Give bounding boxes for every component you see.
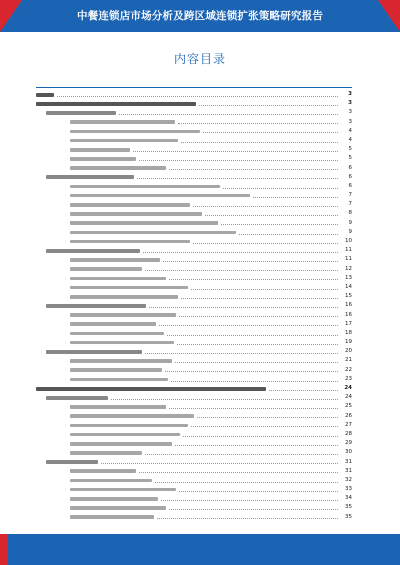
toc-entry-title-placeholder xyxy=(70,212,202,216)
toc-dot-leader xyxy=(157,518,338,519)
toc-dot-leader xyxy=(179,491,338,492)
toc-page-number: 34 xyxy=(345,495,352,502)
toc-entry[interactable] xyxy=(36,430,352,439)
toc-dot-leader xyxy=(181,142,338,143)
toc-page-number: 17 xyxy=(345,320,352,327)
toc-entry-title-placeholder xyxy=(70,378,168,382)
toc-dot-leader xyxy=(161,500,338,501)
toc-entry-title-placeholder xyxy=(70,451,142,455)
toc-entry[interactable] xyxy=(36,90,352,99)
toc-page-number: 30 xyxy=(345,449,352,456)
toc-page-number: 21 xyxy=(345,357,352,364)
toc-page-number: 7 xyxy=(348,192,352,199)
toc-entry[interactable] xyxy=(36,265,352,274)
toc-dot-leader xyxy=(197,417,338,418)
toc-entry[interactable] xyxy=(36,301,352,310)
toc-entry[interactable] xyxy=(36,311,352,320)
toc-dot-leader xyxy=(169,279,338,280)
toc-entry-title-placeholder xyxy=(70,277,166,281)
toc-entry[interactable] xyxy=(36,127,352,136)
toc-entry-title-placeholder xyxy=(46,396,108,400)
toc-entry-title-placeholder xyxy=(70,341,174,345)
toc-entry[interactable] xyxy=(36,145,352,154)
toc-entry[interactable] xyxy=(36,108,352,117)
toc-dot-leader xyxy=(181,298,338,299)
toc-dot-leader xyxy=(205,215,338,216)
toc-dot-leader xyxy=(171,381,338,382)
toc-page-number: 32 xyxy=(345,476,352,483)
toc-page-number: 5 xyxy=(348,155,352,162)
toc-entry-title-placeholder xyxy=(70,479,152,483)
toc-dot-leader xyxy=(145,353,338,354)
toc-entry[interactable] xyxy=(36,200,352,209)
toc-dot-leader xyxy=(119,114,338,115)
toc-entry[interactable] xyxy=(36,356,352,365)
toc-dot-leader xyxy=(253,197,338,198)
toc-entry[interactable] xyxy=(36,237,352,246)
toc-entry[interactable] xyxy=(36,118,352,127)
toc-entry-title-placeholder xyxy=(70,515,154,519)
toc-page-number: 7 xyxy=(348,201,352,208)
toc-dot-leader xyxy=(193,206,338,207)
toc-entry-title-placeholder xyxy=(70,258,160,262)
toc-entry-title-placeholder xyxy=(70,469,136,473)
toc-list xyxy=(36,90,352,522)
toc-entry-title-placeholder xyxy=(70,130,200,134)
toc-entry[interactable] xyxy=(36,467,352,476)
toc-entry-title-placeholder xyxy=(70,322,156,326)
toc-page-number: 5 xyxy=(348,146,352,153)
toc-entry[interactable] xyxy=(36,347,352,356)
toc-entry[interactable] xyxy=(36,366,352,375)
toc-dot-leader xyxy=(149,307,338,308)
toc-dot-leader xyxy=(163,261,338,262)
toc-page-number: 35 xyxy=(345,513,352,520)
toc-entry-title-placeholder xyxy=(36,102,196,106)
toc-entry[interactable] xyxy=(36,485,352,494)
toc-dot-leader xyxy=(193,243,338,244)
toc-page-number: 28 xyxy=(345,430,352,437)
toc-divider xyxy=(36,87,352,88)
toc-page-number: 6 xyxy=(348,182,352,189)
toc-entry-title-placeholder xyxy=(46,175,134,179)
toc-entry-title-placeholder xyxy=(70,405,166,409)
toc-entry-title-placeholder xyxy=(70,231,236,235)
toc-dot-leader xyxy=(145,270,338,271)
toc-dot-leader xyxy=(169,408,338,409)
toc-dot-leader xyxy=(223,188,338,189)
toc-dot-leader xyxy=(191,289,338,290)
toc-entry-title-placeholder xyxy=(70,120,175,124)
toc-entry-title-placeholder xyxy=(46,111,116,115)
toc-dot-leader xyxy=(145,454,338,455)
toc-entry-title-placeholder xyxy=(70,139,178,143)
toc-dot-leader xyxy=(139,472,338,473)
toc-dot-leader xyxy=(139,160,338,161)
toc-entry-title-placeholder xyxy=(70,185,220,189)
toc-page-number: 19 xyxy=(345,339,352,346)
toc-page-number: 25 xyxy=(345,403,352,410)
toc-dot-leader xyxy=(183,436,338,437)
toc-page-number: 12 xyxy=(345,265,352,272)
toc-entry[interactable] xyxy=(36,219,352,228)
toc-page-number: 16 xyxy=(345,311,352,318)
toc-entry-title-placeholder xyxy=(70,433,180,437)
toc-dot-leader xyxy=(155,482,338,483)
toc-entry[interactable] xyxy=(36,393,352,402)
toc-dot-leader xyxy=(179,316,338,317)
toc-dot-leader xyxy=(143,252,338,253)
toc-entry[interactable] xyxy=(36,99,352,108)
toc-entry[interactable] xyxy=(36,494,352,503)
toc-dot-leader xyxy=(169,169,338,170)
toc-entry-title-placeholder xyxy=(70,506,166,510)
toc-dot-leader xyxy=(177,344,338,345)
toc-dot-leader xyxy=(159,325,338,326)
toc-page-number: 15 xyxy=(345,293,352,300)
toc-entry-title-placeholder xyxy=(70,166,166,170)
toc-entry-title-placeholder xyxy=(70,148,130,152)
toc-entry-title-placeholder xyxy=(70,240,190,244)
toc-entry[interactable] xyxy=(36,292,352,301)
toc-page-number: 22 xyxy=(345,366,352,373)
toc-entry-title-placeholder xyxy=(70,497,158,501)
toc-dot-leader xyxy=(165,371,338,372)
toc-dot-leader xyxy=(203,132,338,133)
toc-entry[interactable] xyxy=(36,338,352,347)
toc-page-number: 11 xyxy=(345,247,352,254)
toc-page-number: 18 xyxy=(345,329,352,336)
toc-entry-title-placeholder xyxy=(70,332,164,336)
toc-page-number: 31 xyxy=(345,458,352,465)
toc-page-number: 8 xyxy=(348,210,352,217)
toc-entry[interactable] xyxy=(36,182,352,191)
toc-heading: 内容目录 xyxy=(173,52,226,66)
toc-page-number: 31 xyxy=(345,467,352,474)
toc-dot-leader xyxy=(269,390,338,391)
toc-entry-title-placeholder xyxy=(70,295,178,299)
toc-entry[interactable] xyxy=(36,421,352,430)
toc-dot-leader xyxy=(239,234,338,235)
toc-entry[interactable] xyxy=(36,513,352,522)
toc-entry-title-placeholder xyxy=(70,221,218,225)
toc-entry[interactable] xyxy=(36,503,352,512)
toc-entry-title-placeholder xyxy=(70,424,188,428)
toc-entry-title-placeholder xyxy=(70,203,190,207)
toc-entry[interactable] xyxy=(36,412,352,421)
toc-dot-leader xyxy=(167,335,338,336)
toc-entry-title-placeholder xyxy=(70,359,172,363)
toc-entry-title-placeholder xyxy=(46,249,140,253)
toc-entry-title-placeholder xyxy=(70,442,172,446)
toc-entry[interactable] xyxy=(36,402,352,411)
toc-entry-title-placeholder xyxy=(70,313,176,317)
toc-entry-title-placeholder xyxy=(70,414,194,418)
toc-page-number: 9 xyxy=(348,228,352,235)
toc-entry[interactable] xyxy=(36,448,352,457)
toc-dot-leader xyxy=(137,178,338,179)
report-title: 中餐连锁店市场分析及跨区域连锁扩张策略研究报告 xyxy=(76,10,324,22)
toc-dot-leader xyxy=(199,105,338,106)
toc-entry[interactable] xyxy=(36,191,352,200)
toc-dot-leader xyxy=(101,463,338,464)
toc-entry-title-placeholder xyxy=(70,157,136,161)
toc-entry[interactable] xyxy=(36,164,352,173)
toc-entry[interactable] xyxy=(36,375,352,384)
toc-dot-leader xyxy=(111,399,338,400)
toc-page-number: 20 xyxy=(345,348,352,355)
toc-entry[interactable] xyxy=(36,283,352,292)
toc-entry-title-placeholder xyxy=(70,267,142,271)
toc-dot-leader xyxy=(175,445,338,446)
toc-page-number: 13 xyxy=(345,274,352,281)
toc-page-number: 24 xyxy=(345,394,352,401)
footer-left-text xyxy=(0,534,130,565)
toc-page-number: 6 xyxy=(348,164,352,171)
toc-page-number: 3 xyxy=(348,91,352,97)
toc-entry[interactable] xyxy=(36,246,352,255)
toc-page-number: 23 xyxy=(345,375,352,382)
toc-entry[interactable] xyxy=(36,439,352,448)
toc-dot-leader xyxy=(178,123,338,124)
toc-page-number: 3 xyxy=(348,118,352,125)
toc-entry[interactable] xyxy=(36,173,352,182)
toc-page-number: 16 xyxy=(345,302,352,309)
toc-entry[interactable] xyxy=(36,255,352,264)
toc-entry-title-placeholder xyxy=(70,194,250,198)
toc-entry-title-placeholder xyxy=(46,460,98,464)
toc-dot-leader xyxy=(175,362,338,363)
toc-entry[interactable] xyxy=(36,476,352,485)
toc-entry-title-placeholder xyxy=(70,488,176,492)
toc-page-number: 11 xyxy=(345,256,352,263)
toc-entry[interactable] xyxy=(36,320,352,329)
toc-page-number: 35 xyxy=(345,504,352,511)
toc-entry-title-placeholder xyxy=(46,304,146,308)
toc-entry[interactable] xyxy=(36,274,352,283)
toc-dot-leader xyxy=(57,96,338,97)
toc-page-number: 4 xyxy=(348,127,352,134)
toc-page-number: 27 xyxy=(345,421,352,428)
footer-right-text xyxy=(135,534,395,565)
toc-page-number: 9 xyxy=(348,219,352,226)
toc-page-number: 14 xyxy=(345,283,352,290)
toc-dot-leader xyxy=(221,224,338,225)
toc-entry-title-placeholder xyxy=(36,387,266,391)
toc-entry[interactable] xyxy=(36,136,352,145)
toc-page-number: 10 xyxy=(345,238,352,244)
toc-entry[interactable] xyxy=(36,228,352,237)
toc-entry[interactable] xyxy=(36,154,352,163)
toc-page-number: 3 xyxy=(348,109,352,116)
toc-page-number: 26 xyxy=(345,412,352,419)
toc-dot-leader xyxy=(169,509,338,510)
toc-entry[interactable] xyxy=(36,458,352,467)
toc-dot-leader xyxy=(133,151,338,152)
toc-page-number: 4 xyxy=(348,136,352,143)
toc-entry-title-placeholder xyxy=(70,286,188,290)
toc-page-number: 24 xyxy=(344,385,352,391)
toc-page-number: 3 xyxy=(348,100,352,107)
toc-entry[interactable] xyxy=(36,209,352,218)
toc-dot-leader xyxy=(191,426,338,427)
toc-entry[interactable] xyxy=(36,329,352,338)
toc-page-number: 6 xyxy=(348,173,352,180)
toc-entry-title-placeholder xyxy=(46,350,142,354)
toc-page-number: 29 xyxy=(345,440,352,447)
toc-page-number: 33 xyxy=(345,486,352,493)
toc-entry-title-placeholder xyxy=(70,368,162,372)
toc-entry[interactable] xyxy=(36,384,352,393)
toc-entry-title-placeholder xyxy=(36,93,54,97)
